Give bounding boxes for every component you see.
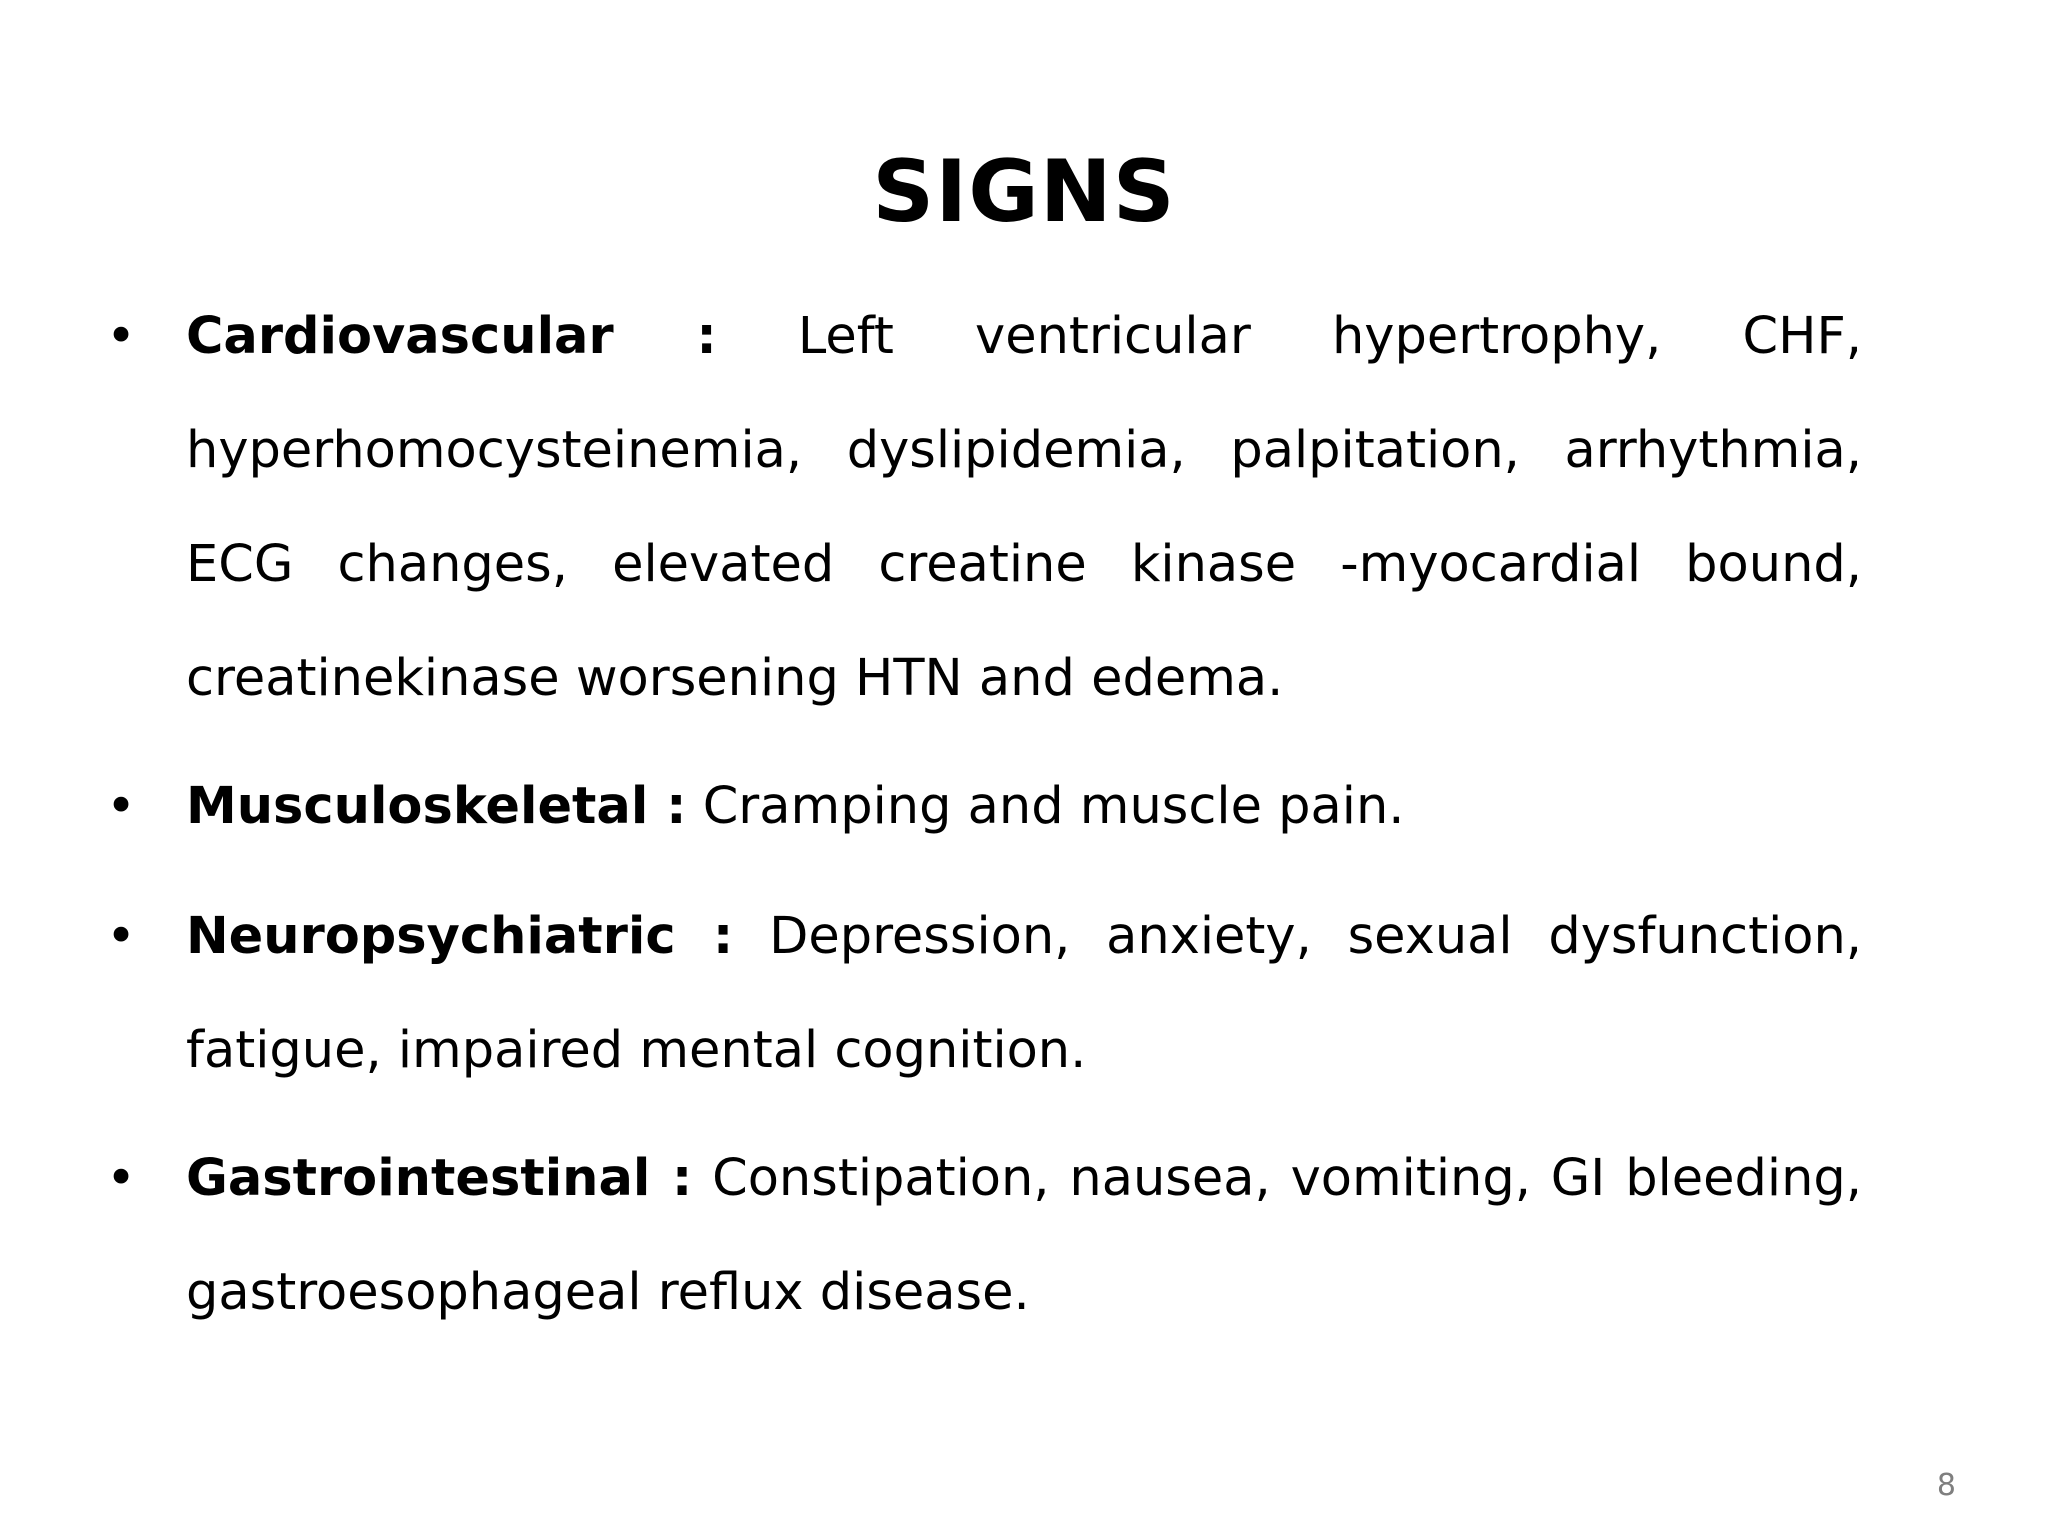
bullet-icon: [106, 880, 146, 994]
bullet-text: Cramping and muscle pain.: [702, 777, 1405, 836]
bullet-separator: :: [675, 907, 734, 966]
bullet-separator: :: [650, 1149, 693, 1208]
bullet-term: Neuropsychiatric: [186, 907, 676, 966]
bullet-text: Left ventricular hypertrophy, CHF, hyperhomocysteinemia, dyslipidemia, palpitation, arrhythmia, ECG changes, elevated creatine kinase -myocardial bound, creatinekinase worsening HTN and edema.: [186, 307, 1862, 708]
bullet-item-musculoskeletal: [186, 750, 1862, 864]
bullet-icon: [106, 1122, 146, 1236]
bullet-item-cardiovascular: [186, 280, 1862, 736]
bullet-item-neuropsychiatric: [186, 880, 1862, 1108]
bullet-separator: :: [613, 307, 717, 366]
bullet-term: Gastrointestinal: [186, 1149, 651, 1208]
bullet-item-gastrointestinal: [186, 1122, 1862, 1350]
bullet-term: Cardiovascular: [186, 307, 614, 366]
slide-title: SIGNS: [872, 142, 1176, 242]
page-number: 8: [1936, 1468, 1956, 1503]
bullet-text: Constipation, nausea, vomiting, GI bleeding, gastroesophageal reflux disease.: [186, 1149, 1862, 1322]
bullet-icon: [106, 280, 146, 394]
bullet-icon: [106, 750, 146, 864]
bullet-text: Depression, anxiety, sexual dysfunction, fatigue, impaired mental cognition.: [186, 907, 1863, 1080]
bullet-separator: :: [648, 777, 687, 836]
bullet-term: Musculoskeletal: [186, 777, 649, 836]
